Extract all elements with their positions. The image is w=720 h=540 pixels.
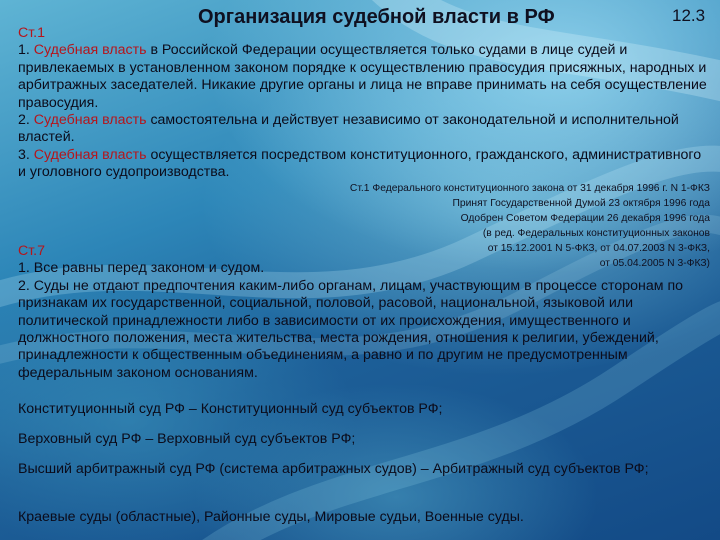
paragraph-text: в Российской Федерации осуществляется только судами в лице судей и привлекаемых в установленном законом порядке к осуществлению правосудия присяжных, народных и арбитражных заседателей. Никакие другие органы и лица не вправе принимать на себя осуществление правосудия. (18, 42, 707, 111)
article-1-paragraph-1 (18, 42, 708, 112)
article-1-paragraph-2 (18, 112, 708, 147)
article-7-paragraph-1: 1. Все равны перед законом и судом. (18, 260, 265, 277)
article-1 (18, 25, 708, 182)
term-judicial-power: Судебная власть (33, 146, 147, 163)
source-line: Одобрен Советом Федерации 26 декабря 1996 года (460, 213, 710, 224)
courts-line-supreme: Верховный суд РФ – Верховный суд субъектов РФ; (18, 431, 356, 447)
article-1-heading: Ст.1 (18, 25, 46, 41)
source-line: Принят Государственной Думой 23 октября 1996 года (452, 198, 710, 209)
source-line: от 15.12.2001 N 5-ФКЗ, от 04.07.2003 N 3-ФКЗ, (487, 243, 710, 254)
slide-number: 12.3 (672, 6, 706, 25)
source-line: Ст.1 Федерального конституционного закона от 31 декабря 1996 г. N 1-ФКЗ (349, 183, 710, 194)
article-7-heading: Ст.7 (18, 243, 46, 259)
courts-line-constitutional: Конституционный суд РФ – Конституционный суд субъектов РФ; (18, 401, 443, 417)
paragraph-text: осуществляется посредством конституционного, гражданского, административного и уголовного судопроизводства. (18, 146, 702, 181)
slide-title: Организация судебной власти в РФ (198, 6, 555, 28)
courts-line-arbitration: Высший арбитражный суд РФ (система арбитражных судов) – Арбитражный суд субъектов РФ; (18, 461, 649, 477)
paragraph-number: 3. (18, 146, 34, 163)
paragraph-number: 2. (18, 112, 34, 129)
source-line: (в ред. Федеральных конституционных законов (482, 228, 710, 239)
article-7 (18, 243, 708, 382)
paragraph-number: 1. (18, 42, 34, 59)
article-7-paragraph-2: 2. Суды не отдают предпочтения каким-либо органам, лицам, участвующим в процессе сторонам по признакам их государственной, социальной, половой, расовой, национальной, языковой или политической принадлежности либо в зависимости от их происхождения, имущественного и должностного положения, места жительства, места рождения, отношения к религии, убеждений, принадлежности к общественным объединениям, а равно и по другим не предусмотренным федеральным законом основаниям. (18, 277, 684, 381)
term-judicial-power: Судебная власть (33, 42, 147, 59)
paragraph-text: самостоятельна и действует независимо от законодательной и исполнительной властей. (18, 112, 679, 146)
source-line: от 05.04.2005 N 3-ФКЗ) (599, 258, 710, 269)
article-1-paragraph-3 (18, 147, 708, 182)
term-judicial-power: Судебная власть (33, 112, 147, 129)
courts-line-lower: Краевые суды (областные), Районные суды, Мировые судьи, Военные суды. (18, 509, 524, 525)
